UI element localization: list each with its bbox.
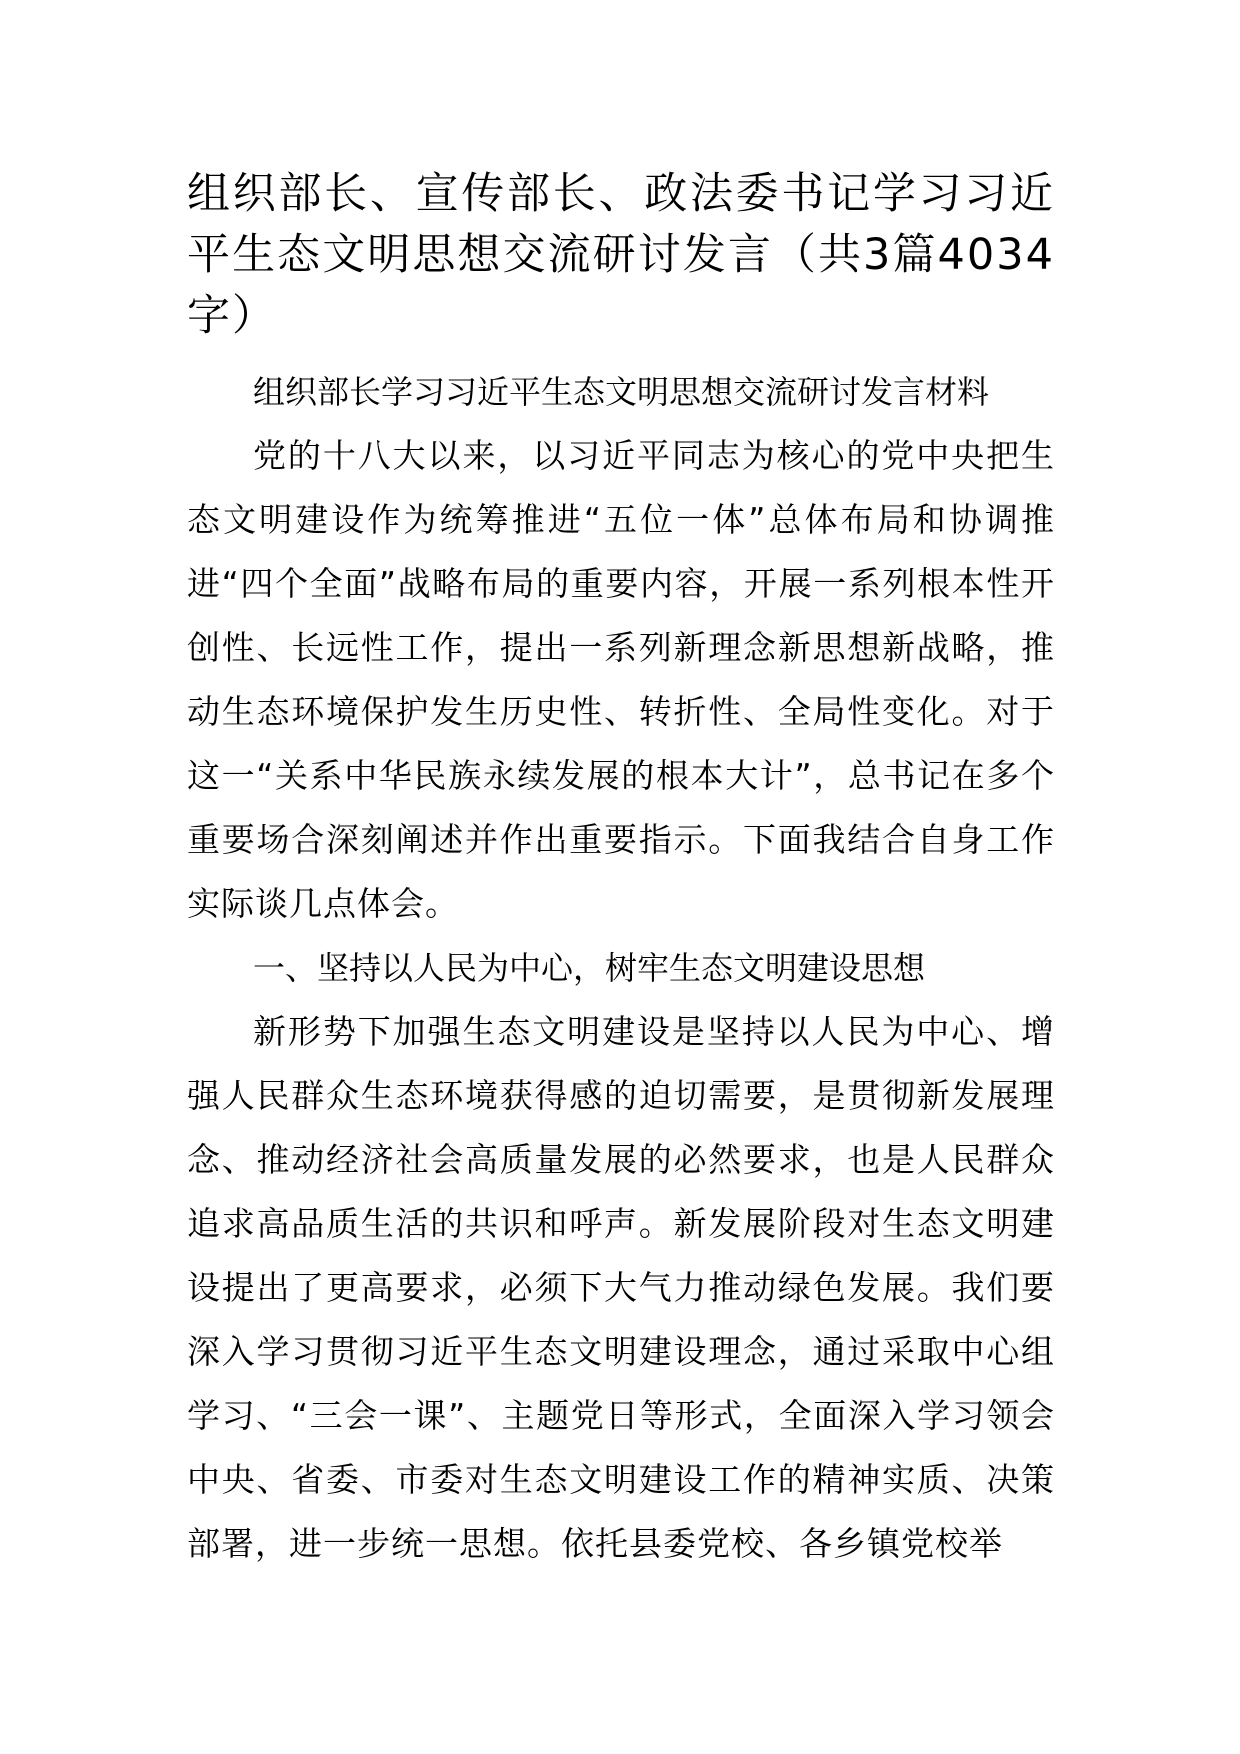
- intro-paragraph: 党的十八大以来，以习近平同志为核心的党中央把生态文明建设作为统筹推进“五位一体”总体布局和协调推进“四个全面”战略布局的重要内容，开展一系列根本性开创性、长远性工作，提出一系列新理念新思想新战略，推动生态环境保护发生历史性、转折性、全局性变化。对于这一“关系中华民族永续发展的根本大计”，总书记在多个重要场合深刻阐述并作出重要指示。下面我结合自身工作实际谈几点体会。: [187, 436, 1055, 923]
- document-subtitle: 组织部长学习习近平生态文明思想交流研讨发言材料: [253, 373, 990, 411]
- document-title: 组织部长、宣传部长、政法委书记学习习近平生态文明思想交流研讨发言（共3篇4034字）: [187, 169, 1055, 341]
- section-heading: 一、坚持以人民为中心，树牢生态文明建设思想: [253, 949, 926, 987]
- section-paragraph: 新形势下加强生态文明建设是坚持以人民为中心、增强人民群众生态环境获得感的迫切需要，是贯彻新发展理念、推动经济社会高质量发展的必然要求，也是人民群众追求高品质生活的共识和呼声。新发展阶段对生态文明建设提出了更高要求，必须下大气力推动绿色发展。我们要深入学习贯彻习近平生态文明建设理念，通过采取中心组学习、“三会一课”、主题党日等形式，全面深入学习领会中央、省委、市委对生态文明建设工作的精神实质、决策部署，进一步统一思想。依托县委党校、各乡镇党校举: [187, 1012, 1055, 1563]
- document-page: [187, 164, 1055, 1576]
